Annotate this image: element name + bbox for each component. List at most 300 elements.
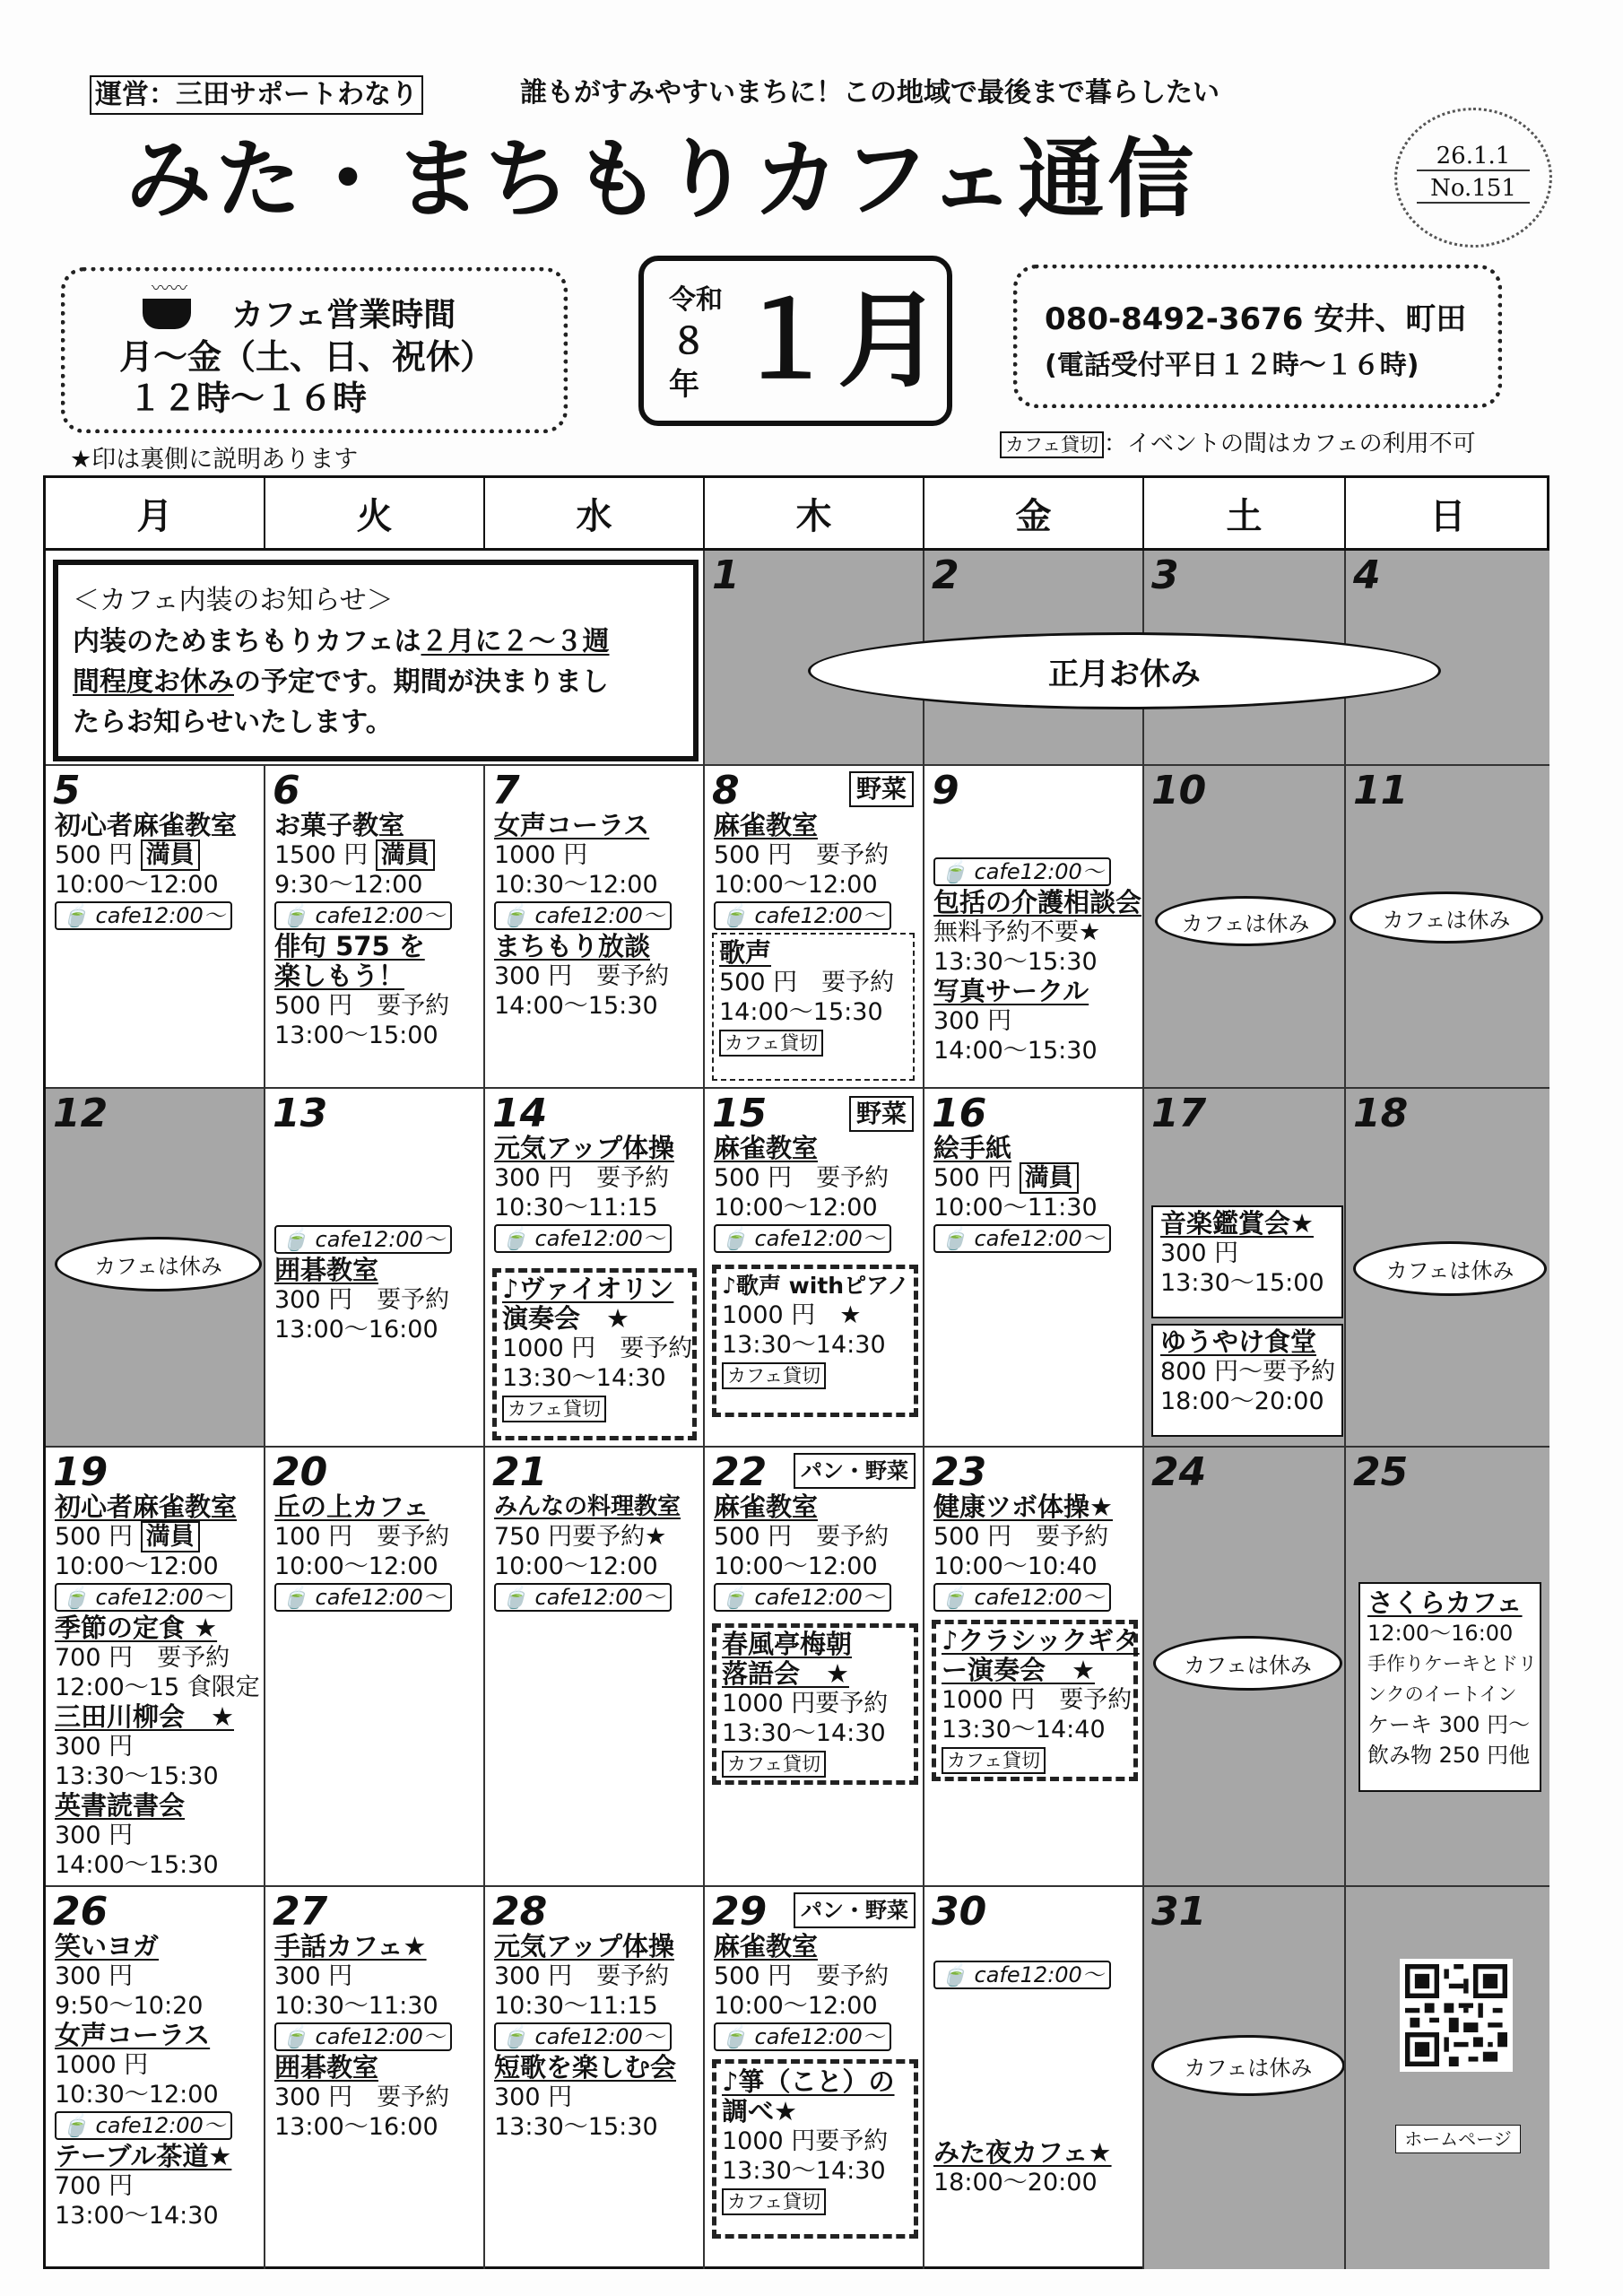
event-title: 短歌を楽しむ会 [494,2052,677,2083]
day-cell-30 [924,1887,1144,2269]
day-cell-16 [924,1089,1144,1448]
event-price: 300 円 要予約 [494,1164,670,1192]
event-price: 100 円 要予約 [274,1523,450,1551]
day-number: 27 [273,1889,328,1935]
event-time: 13:00～16:00 [274,2113,438,2141]
calendar-grid [43,475,1549,2269]
qr-code-icon[interactable] [1400,1959,1513,2072]
rental-legend-note: ：イベントの間はカフェの利用不可 [1103,430,1476,457]
event-time: 14:00～15:30 [719,998,883,1026]
event-title: ♪ヴァイオリン [502,1274,674,1304]
notice-title: ＜カフェ内装のお知らせ＞ [73,585,394,616]
event-violin [502,1274,693,1422]
day-number: 25 [1353,1449,1409,1495]
event-price: 300 円 [933,1007,1012,1035]
cup-icon: 🍵 [282,1585,308,1610]
day-cell-23 [924,1448,1144,1887]
event-title: 歌声 [719,937,772,968]
cafe-open-tag: 🍵 cafe12:00～ [714,1583,891,1612]
event-koto-box [712,2059,918,2239]
event-sakura-cafe [1367,1587,1537,1770]
event-price: 1000 円 [55,2051,149,2079]
event-title: 女声コーラス [494,810,650,840]
cafe-closed-oval: カフェは休み [1153,1636,1342,1691]
cafe-open-tag: 🍵 cafe12:00～ [494,901,672,930]
bread-vegetable-badge: パン・野菜 [794,1892,916,1928]
event-guitar [942,1625,1140,1774]
qr-code-graphic [1405,1964,1507,2066]
event-piano-singing [722,1271,908,1389]
day-number: 14 [492,1091,548,1136]
event-price: 300 円 要予約 [274,2083,450,2111]
cup-icon: 🍵 [62,903,89,928]
cafe-open [933,1959,1137,1991]
event-price: 1000 円 ★ [722,1301,862,1329]
coffee-steam-icon: 〰〰 [152,277,187,299]
star-note: ★印は裏側に説明あります [70,446,359,474]
event-time: 12:00～15 食限定 [55,1674,260,1701]
notice-line-2 [73,659,609,699]
weekday-fri: 金 [924,478,1144,548]
event-time: 13:30～14:30 [722,1331,886,1359]
vegetable-sale-badge: 野菜 [849,1096,914,1132]
event-price: 500 円 要予約 [933,1523,1109,1551]
phone-hours-note: (電話受付平日１２時～１６時) [1045,350,1419,381]
event-piano-singing-box [712,1265,918,1417]
cafe-open-tag: 🍵 cafe12:00～ [55,2111,232,2140]
event-title-2: ー演奏会 ★ [942,1655,1095,1685]
notice-line-1 [73,619,610,658]
day-number: 8 [712,768,740,813]
event-title: 初心者麻雀教室 [55,1492,238,1522]
event-time: 10:00～12:00 [494,1552,658,1580]
event-title: まちもり放談 [494,931,651,961]
event-title: ゆうやけ食堂 [1160,1326,1317,1357]
event-time: 18:00～20:00 [1160,1387,1324,1415]
cafe-hours-box [61,267,568,433]
phone-number: 080-8492-3676 安井、町田 [1045,301,1467,337]
notice-box [53,560,699,761]
day-cell-5 [46,766,265,1089]
event-title: みた夜カフェ★ [933,2137,1112,2168]
event-price: 1000 円 要予約 [502,1335,693,1362]
rental-tag: カフェ貸切 [722,1751,826,1778]
event-time: 10:30～12:00 [494,871,658,899]
event-time: 13:30～15:30 [933,948,1098,976]
cup-icon: 🍵 [501,903,528,928]
event-title: 囲碁教室 [274,1255,379,1285]
day-number: 10 [1151,768,1207,813]
event-price: 300 円 要予約 [274,1286,450,1314]
event-rakugo-box [712,1623,918,1785]
event-title: 囲碁教室 [274,2052,379,2083]
event-laugh-yoga [55,1932,258,2231]
event-title: 音楽鑑賞会★ [1160,1208,1314,1239]
cafe-open-tag: 🍵 cafe12:00～ [933,1224,1111,1253]
rental-legend-tag: カフェ貸切 [1000,431,1104,458]
event-sweets-class [274,811,478,1050]
cafe-closed-oval: カフェは休み [1155,896,1336,946]
event-price: 1000 円 要予約 [942,1686,1133,1714]
event-time: 10:30～11:15 [494,1992,658,2020]
event-title: ♪歌声 withピアノ [722,1273,910,1299]
event-title: 女声コーラス [55,2020,211,2050]
rental-tag: カフェ貸切 [722,2188,826,2215]
event-title: みんなの料理教室 [494,1493,681,1520]
event-time: 10:00～11:30 [933,1194,1098,1222]
event-sign-cafe [274,1932,478,2142]
cafe-open-tag: 🍵 cafe12:00～ [933,857,1111,886]
hours-days: 月～金（土、日、祝休） [119,337,495,377]
cup-icon: 🍵 [62,2113,89,2138]
event-price: 300 円 [1160,1239,1239,1267]
event-title: 包括の介護相談会 [933,887,1142,918]
day-cell-19 [46,1448,265,1887]
era-year-suffix: 年 [669,367,699,403]
event-price: 500 円 要予約 [274,992,450,1020]
event-title: 笑いヨガ [55,1931,160,1961]
event-price: 750 円要予約★ [494,1523,667,1551]
event-price: 500 円 満員 [55,1522,258,1552]
weekday-wed: 水 [485,478,705,548]
day-cell-11 [1346,766,1549,1089]
event-price: 500 円 要予約 [714,1523,890,1551]
weekday-sun: 日 [1429,495,1466,537]
day-cell-13 [265,1089,485,1448]
event-price: 1000 円要予約 [722,1690,889,1718]
event-time: 13:00～16:00 [274,1316,438,1344]
rental-legend [1000,425,1476,458]
notice-line-2a: 間程度お休み [73,666,234,698]
day-number: 23 [932,1449,987,1495]
event-music [1160,1209,1336,1298]
cafe-open-tag: 🍵 cafe12:00～ [714,901,891,930]
day-cell-31 [1144,1887,1346,2269]
qr-cell [1346,1887,1549,2269]
cup-icon: 🍵 [721,1226,748,1251]
era-year-number: ８ [671,321,707,362]
day-cell-24 [1144,1448,1346,1887]
bread-vegetable-badge: パン・野菜 [794,1453,916,1489]
event-price: 500 円 満員 [933,1163,1137,1193]
day-number: 1 [712,552,740,598]
event-picture-letter [933,1134,1137,1255]
rental-tag: カフェ貸切 [502,1396,606,1422]
day-cell-7 [485,766,705,1089]
event-title: 健康ツボ体操★ [933,1492,1113,1522]
notice-line-3: たらお知らせいたします。 [73,707,393,738]
event-price: 700 円 [55,2172,134,2200]
cup-icon: 🍵 [501,1226,528,1251]
event-time: 10:00～12:00 [714,1194,878,1222]
weekday-thu: 木 [705,478,924,548]
event-price: 500 円 要予約 [714,841,890,869]
month-label: １月 [733,281,942,402]
event-exercise [494,1932,698,2142]
event-time: 14:00～15:30 [933,1037,1098,1065]
stamp-number: No.151 [1417,175,1530,204]
day-number: 29 [712,1889,768,1935]
event-price: 300 円 [55,1733,134,1761]
event-desc: 手作りケーキとドリ [1367,1653,1537,1674]
rental-tag: カフェ貸切 [722,1362,826,1389]
event-title-2: 落語会 ★ [722,1658,849,1689]
day-cell-27 [265,1887,485,2269]
coffee-cup-icon [143,299,191,329]
event-price: 500 円 要予約 [719,969,895,996]
event-dinner-box [1151,1324,1343,1437]
event-time: 14:00～15:30 [55,1851,219,1879]
cafe-open-tag: 🍵 cafe12:00～ [933,1583,1111,1612]
cafe-open-tag: 🍵 cafe12:00～ [494,1583,672,1612]
event-hill-cafe [274,1492,478,1613]
event-desc-2: ンクのイートイン [1367,1683,1517,1705]
day-number: 13 [273,1091,328,1136]
day-number: 18 [1353,1091,1409,1136]
event-title: 絵手紙 [933,1133,1012,1163]
cup-icon: 🍵 [721,2024,748,2049]
event-title: 麻雀教室 [714,1133,819,1163]
homepage-label: ホームページ [1395,2125,1521,2153]
weekday-sat: 土 [1144,478,1346,548]
day-cell-29 [705,1887,924,2269]
day-number: 20 [273,1449,328,1495]
page-title: みた・まちもりカフェ通信 [126,129,1198,230]
event-acupressure [933,1492,1137,1613]
notice-area [46,551,705,766]
event-price: 1500 円 満員 [274,840,478,870]
event-time: 10:30～12:00 [55,2081,219,2109]
event-night-cafe [933,2138,1137,2197]
cafe-closed-oval: カフェは休み [1353,1241,1547,1296]
event-title: 英書読書会 [55,1790,186,1821]
cafe-open-tag: 🍵 cafe12:00～ [274,2022,452,2051]
event-time: 13:30～14:30 [502,1364,666,1392]
day-number: 12 [53,1091,108,1136]
cup-icon: 🍵 [501,1585,528,1610]
full-badge: 満員 [376,839,435,871]
cafe-open-tag: 🍵 cafe12:00～ [714,2022,891,2051]
day-cell-15 [705,1089,924,1448]
event-price: 300 円 [494,2083,573,2111]
event-singing-box [712,933,915,1081]
event-title: 元気アップ体操 [494,1931,674,1961]
event-dinner [1160,1327,1336,1416]
event-time: 10:00～12:00 [714,1552,878,1580]
day-number: 30 [932,1889,987,1935]
weekday-tue: 火 [265,478,485,548]
event-go [274,1223,478,1344]
event-price: 500 円 要予約 [714,1962,890,1990]
cup-icon: 🍵 [282,2024,308,2049]
event-title: 春風亭梅朝 [722,1629,853,1659]
stamp-date: 26.1.1 [1417,143,1530,171]
new-year-holiday-oval: 正月お休み [808,632,1441,709]
event-title: 丘の上カフェ [274,1492,430,1522]
cup-icon: 🍵 [941,1226,968,1251]
cafe-open-tag: 🍵 cafe12:00～ [274,1225,452,1254]
event-price: 300 円 要予約 [494,1962,670,1990]
event-price: 300 円 [274,1962,353,1990]
cup-icon: 🍵 [721,1585,748,1610]
cup-icon: 🍵 [501,2024,528,2049]
event-time: 18:00～20:00 [933,2169,1098,2196]
event-time: 13:30～14:30 [722,2157,886,2185]
event-price: ケーキ 300 円～ [1367,1712,1531,1737]
cafe-closed-oval: カフェは休み [55,1237,262,1292]
event-price: 500 円 満員 [55,840,258,870]
month-box [638,256,952,426]
notice-line-1a: 内装のためまちもりカフェは [73,626,421,657]
event-music-box [1151,1205,1343,1318]
event-price: 1000 円 [494,841,588,869]
event-title: 麻雀教室 [714,1931,819,1961]
rental-tag: カフェ貸切 [942,1747,1046,1774]
cup-icon: 🍵 [941,1962,968,1987]
day-number: 28 [492,1889,548,1935]
cup-icon: 🍵 [282,1227,308,1252]
event-price: 300 円 [55,1822,134,1849]
event-mahjong [714,1492,917,1613]
event-time: 10:00～12:00 [274,1552,438,1580]
event-time: 9:30～12:00 [274,871,423,899]
day-cell-6 [265,766,485,1089]
rental-tag: カフェ貸切 [719,1030,823,1057]
event-cooking [494,1492,698,1613]
cafe-open-tag: 🍵 cafe12:00～ [714,1224,891,1253]
day-number: 31 [1151,1889,1207,1935]
event-title-2: 楽しもう！ [274,961,405,991]
day-cell-25 [1346,1448,1549,1887]
day-number: 17 [1151,1091,1207,1136]
cafe-open-tag: 🍵 cafe12:00～ [274,1583,452,1612]
era-reiwa: 令和 [669,284,723,316]
cup-icon: 🍵 [62,1585,89,1610]
event-price: 1000 円要予約 [722,2127,889,2155]
day-cell-28 [485,1887,705,2269]
cup-icon: 🍵 [941,1585,968,1610]
cafe-open-tag: 🍵 cafe12:00～ [933,1961,1111,1989]
event-title: 俳句 575 を [274,931,425,961]
cup-icon: 🍵 [721,903,748,928]
day-cell-8 [705,766,924,1089]
cafe-open-tag: 🍵 cafe12:00～ [55,901,232,930]
day-number: 9 [932,768,959,813]
day-cell-26 [46,1887,265,2269]
event-time: 10:30～11:30 [274,1992,438,2020]
cafe-open-tag: 🍵 cafe12:00～ [494,2022,672,2051]
day-cell-12 [46,1089,265,1448]
event-time: 13:00～15:00 [274,1022,438,1049]
event-title: 手話カフェ★ [274,1931,427,1961]
day-number: 6 [273,768,300,813]
day-number: 24 [1151,1449,1207,1495]
cafe-closed-oval: カフェは休み [1151,2035,1345,2096]
event-mahjong-beginner [55,811,258,932]
slogan: 誰もがすみやすいまちに！この地域で最後まで暮らしたい [520,77,1219,109]
event-title: ♪クラシックギタ [942,1625,1140,1656]
day-cell-14 [485,1089,705,1448]
day-cell-10 [1144,766,1346,1089]
event-exercise [494,1134,698,1255]
day-cell-18 [1346,1089,1549,1448]
event-time: 10:00～12:00 [55,1552,219,1580]
event-title: ♪箏（こと）の [722,2066,895,2097]
day-cell-9 [924,766,1144,1089]
cup-icon: 🍵 [941,859,968,884]
day-number: 15 [712,1091,768,1136]
event-price-2: 飲み物 250 円他 [1367,1743,1531,1768]
event-time: 12:00～16:00 [1367,1621,1514,1646]
event-koto [722,2067,908,2215]
event-mahjong-beginner [55,1492,258,1880]
hours-time: １２時～１６時 [128,378,368,418]
event-time: 13:30～14:30 [722,1719,886,1747]
event-title: さくらカフェ [1367,1587,1523,1618]
event-mahjong [714,1134,917,1255]
contact-box [1013,265,1502,408]
event-title: 麻雀教室 [714,1492,819,1522]
event-title-2: 演奏会 ★ [502,1303,629,1334]
day-cell-20 [265,1448,485,1887]
event-title: 麻雀教室 [714,810,819,840]
event-care-consult [933,856,1142,1065]
event-mahjong [714,1932,917,2053]
event-price: 300 円 [55,1962,134,1990]
event-time: 10:00～10:40 [933,1552,1098,1580]
day-cell-17 [1144,1089,1346,1448]
hours-title: カフェ営業時間 [231,297,456,334]
full-badge: 満員 [141,1521,200,1552]
event-time: 13:30～15:30 [55,1762,219,1790]
day-number: 26 [53,1889,108,1935]
event-time: 14:00～15:30 [494,992,658,1020]
event-price: 無料予約不要★ [933,918,1101,946]
day-number: 22 [712,1449,768,1495]
event-title: テーブル茶道★ [55,2141,232,2171]
vegetable-sale-badge: 野菜 [849,771,914,807]
event-price: 500 円 要予約 [714,1164,890,1192]
event-price: 300 円 要予約 [494,962,670,990]
event-time: 13:30～14:40 [942,1716,1106,1744]
day-number: 11 [1353,768,1409,813]
cup-icon: 🍵 [282,903,308,928]
day-number: 5 [53,768,81,813]
event-time: 9:50～10:20 [55,1992,204,2020]
event-rakugo [722,1630,908,1778]
event-title: 初心者麻雀教室 [55,810,238,840]
event-title: 写真サークル [933,976,1089,1006]
event-title: 元気アップ体操 [494,1133,674,1163]
cafe-open-tag: 🍵 cafe12:00～ [55,1583,232,1612]
day-number: 21 [492,1449,548,1495]
day-number: 2 [932,552,959,598]
event-time: 10:00～12:00 [714,871,878,899]
day-number: 3 [1151,552,1179,598]
event-time: 10:00～12:00 [55,871,219,899]
full-badge: 満員 [141,839,200,871]
day-number: 4 [1353,552,1381,598]
event-sakura-cafe-box [1358,1582,1541,1792]
weekday-mon: 月 [46,478,265,548]
day-number: 19 [53,1449,108,1495]
notice-line-2b: の予定です。期間が決まりまし [234,666,609,698]
operator-label: 運営：三田サポートわなり [90,75,423,115]
event-mahjong [714,811,917,932]
day-cell-21 [485,1448,705,1887]
event-chorus [494,811,698,1021]
full-badge: 満員 [1020,1162,1079,1194]
